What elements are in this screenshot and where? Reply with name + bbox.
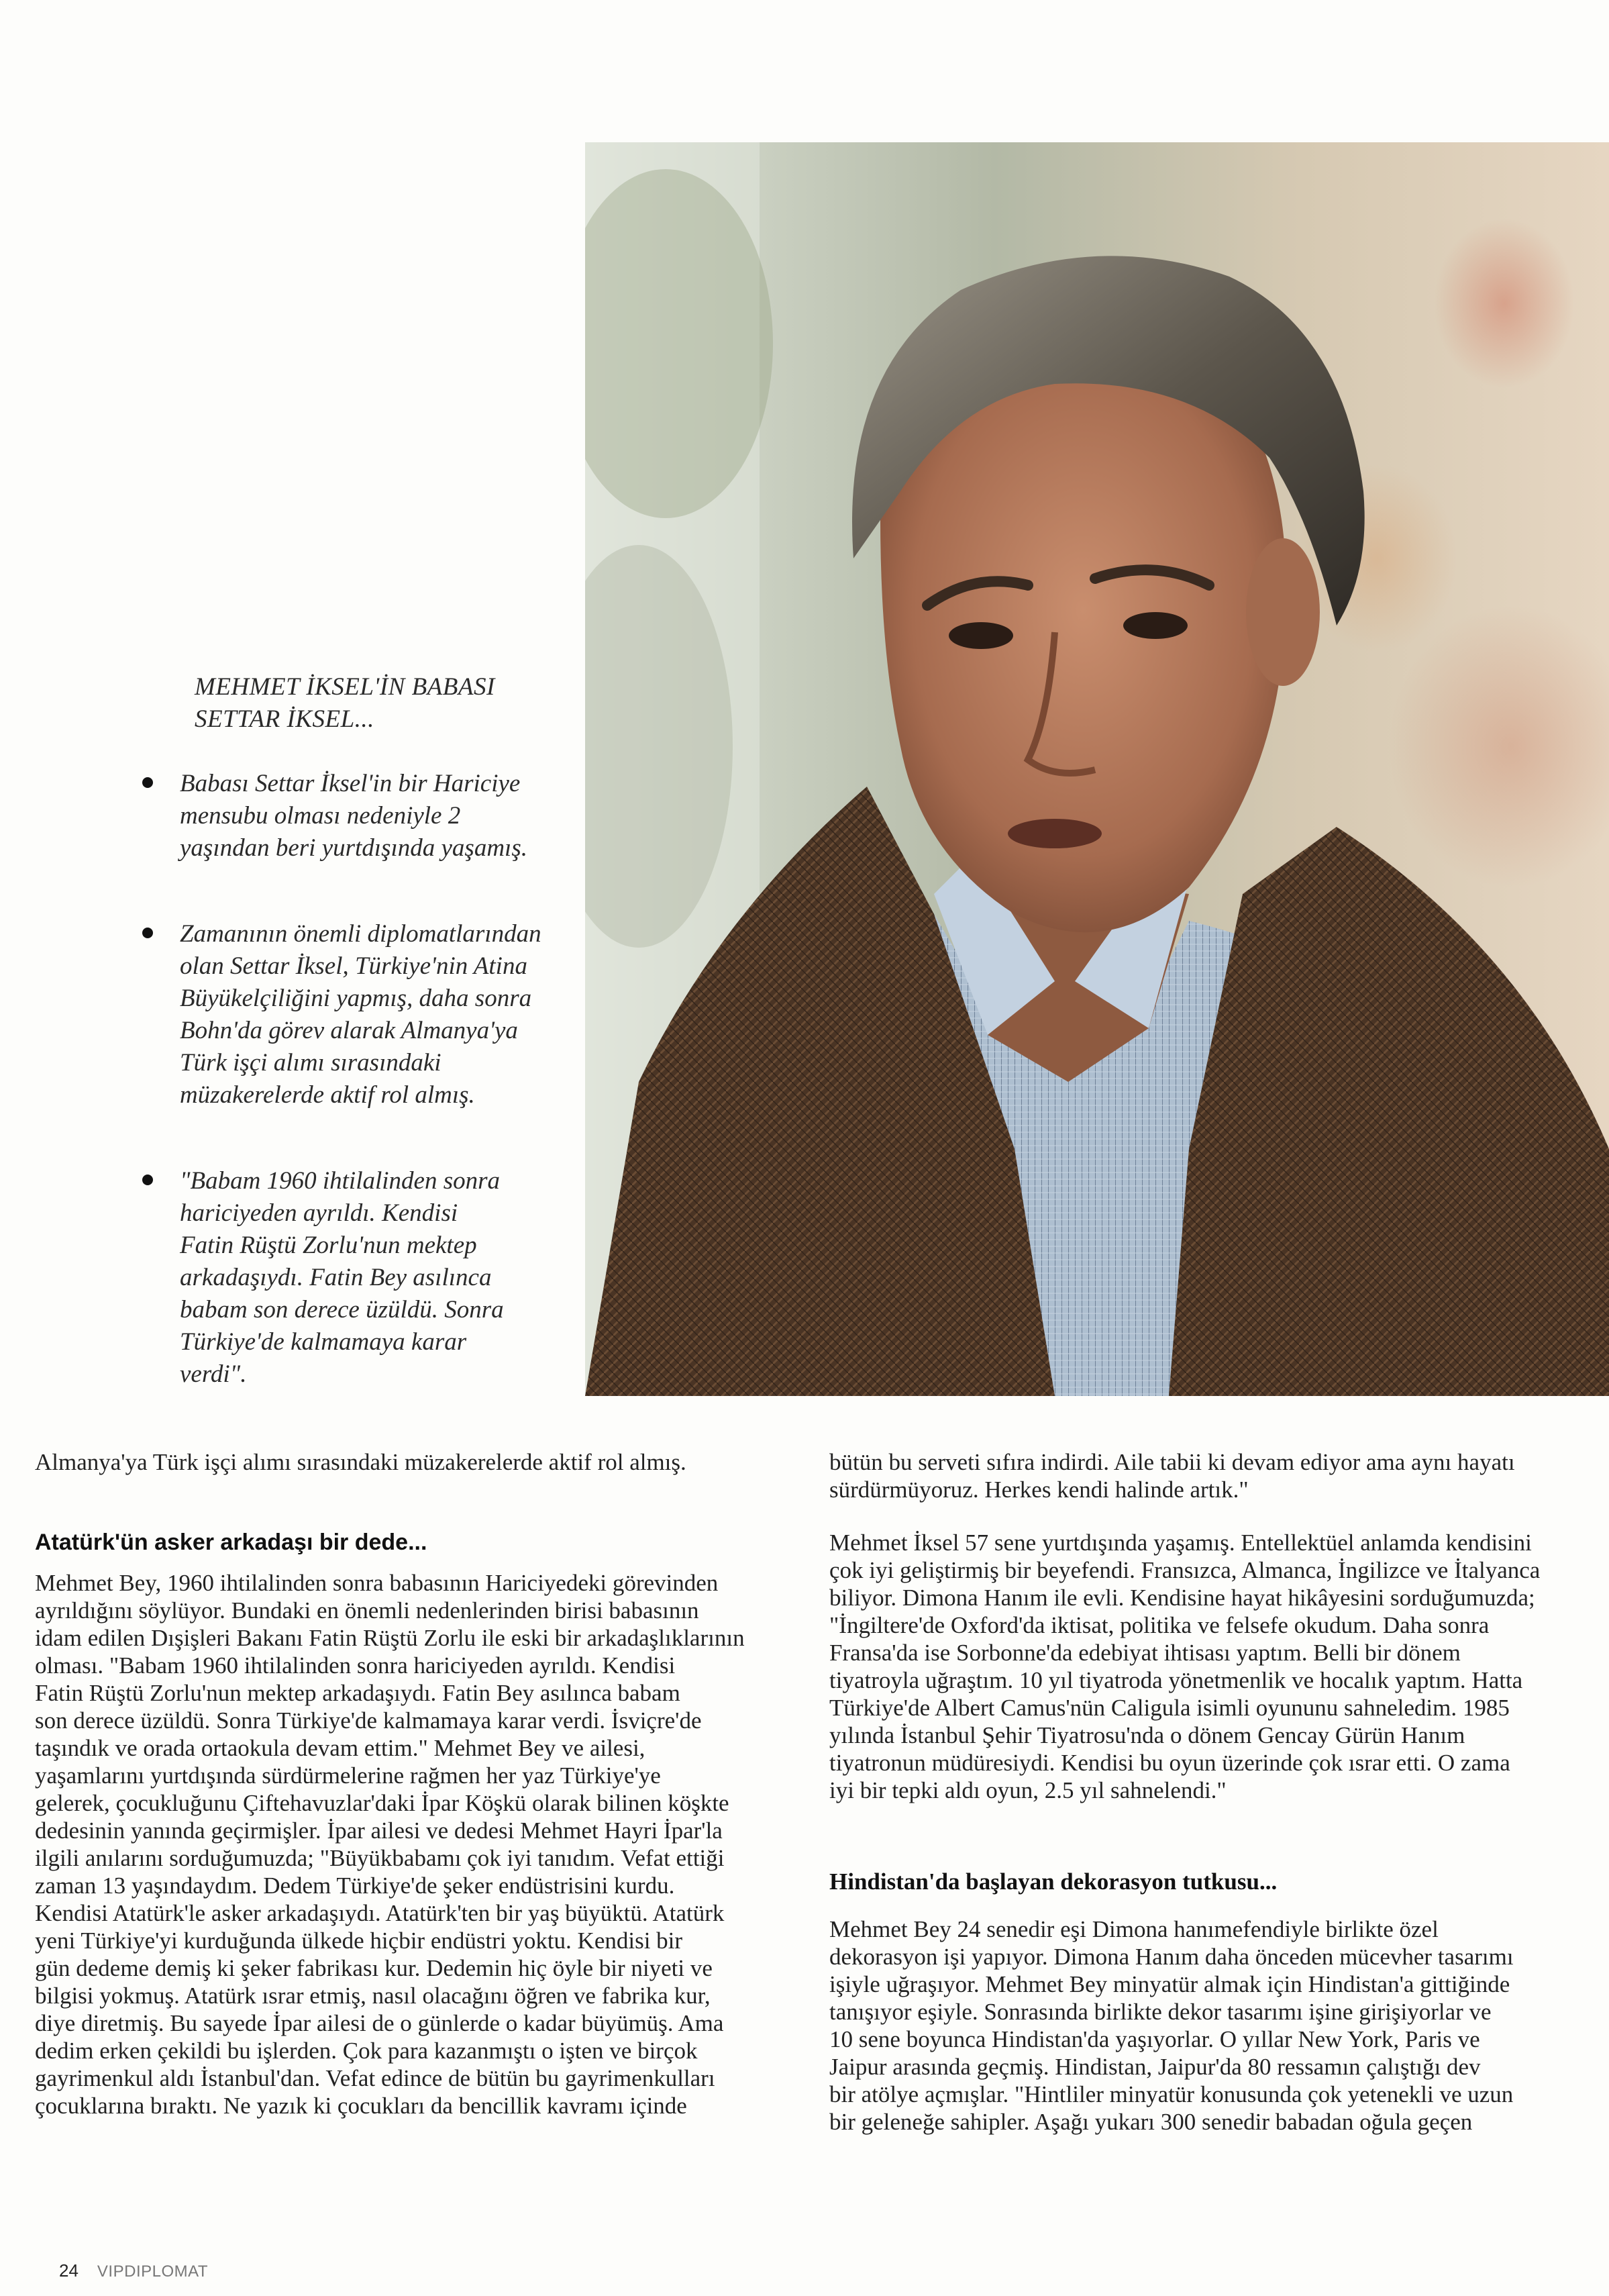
bullet-dot-icon <box>142 928 153 938</box>
sidebar-bullet-1 <box>142 768 572 864</box>
portrait-illustration <box>585 142 1609 1396</box>
bullet-dot-icon <box>142 777 153 788</box>
sidebar-bullet-2 <box>142 918 572 1111</box>
section-heading: Atatürk'ün asker arkadaşı bir dede... <box>35 1530 427 1555</box>
sidebar-bullet-text: Zamanının önemli diplomatlarından olan Settar İksel, Türkiye'nin Atina Büyükelçiliğini yapmış, daha sonra Bohn'da görev alarak Almanya'ya Türk işçi alımı sırasındaki müzakerelerde aktif rol almış. <box>180 920 541 1109</box>
page-number: 24 <box>59 2260 79 2281</box>
body-paragraph: bütün bu serveti sıfıra indirdi. Aile tabii ki devam ediyor ama aynı hayatı sürdürmüyoruz. Herkes kendi halinde artık." <box>829 1449 1515 1503</box>
body-paragraph: Mehmet Bey, 1960 ihtilalinden sonra babasının Hariciyedeki görevinden ayrıldığını söylüyor. Bundaki en önemli nedenlerinden birisi babasının idam edilen Dışişleri Bakanı Fatin Rüştü Zorlu ile eski bir arkadaşlıklarının olması. "Babam 1960 ihtilalinden sonra hariciyeden ayrıldı. Kendisi Fatin Rüştü Zorlu'nun mektep arkadaşıydı. Fatin Bey asılınca babam son derece üzüldü. Sonra Türkiye'de kalmamaya karar verdi. İsviçre'de taşındık ve orada ortaokula devam ettim." Mehmet Bey ve ailesi, yaşamlarını yurtdışında sürdürmelerine rağmen her yaz Türkiye'ye gelerek, çocukluğunu Çiftehavuzlar'daki İpar Köşkü olarak bilinen köşkte dedesinin yanında geçirmişler. İpar ailesi ve dedesi Mehmet Hayri İpar'la ilgili anılarını sorduğumuzda; "Büyükbabamı çok iyi tanıdım. Vefat ettiği zaman 13 yaşındaydım. Dedem Türkiye'de şeker endüstrisini kurdu. Kendisi Atatürk'le asker arkadaşıydı. Atatürk'ten bir yaş büyüktü. Atatürk yeni Türkiye'yi kurduğunda ülkede hiçbir endüstri yoktu. Kendisi bir gün dedeme demiş ki şeker fabrikası kur. Dedemin hiç öyle bir niyeti ve bilgisi yokmuş. Atatürk ısrar etmiş, nasıl olacağını öğren ve fabrika kur, diye diretmiş. Bu sayede İpar ailesi de o günlerde o kadar büyümüş. Ama dedim erken çekildi bu işlerden. Çok para kazanmıştı o işten ve birçok gayrimenkul aldı İstanbul'dan. Vefat edince de bütün bu gayrimenkulları çocuklarına bıraktı. Ne yazık ki çocukları da bencillik kavramı içinde <box>35 1570 745 2119</box>
page-footer <box>59 2260 208 2281</box>
left-column <box>35 1529 766 2119</box>
sidebar-title: MEHMET İKSEL'İN BABASI SETTAR İKSEL... <box>195 673 495 733</box>
sidebar-bullet-text: "Babam 1960 ihtilalinden sonra hariciyeden ayrıldı. Kendisi Fatin Rüştü Zorlu'nun mektep arkadaşıydı. Fatin Bey asılınca babam son derece üzüldü. Sonra Türkiye'de kalmamaya karar verdi". <box>180 1167 504 1388</box>
publication-name: VIPDIPLOMAT <box>97 2262 209 2281</box>
sidebar-bullet-text: Babası Settar İksel'in bir Hariciye mensubu olması nedeniyle 2 yaşından beri yurtdışında yaşamış. <box>180 770 527 862</box>
sidebar-bullet-3 <box>142 1165 572 1391</box>
right-column <box>829 1448 1574 2136</box>
sidebar-pullout <box>142 671 572 1391</box>
body-paragraph: Mehmet İksel 57 sene yurtdışında yaşamış. Entellektüel anlamda kendisini çok iyi geliştirmiş bir beyefendi. Fransızca, Almanca, İngilizce ve İtalyanca biliyor. Dimona Hanım ile evli. Kendisine hayat hikâyesini sorduğumuzda; "İngiltere'de Oxford'da iktisat, politika ve felsefe okudum. Daha sonra Fransa'da ise Sorbonne'da edebiyat ihtisası yaptım. Belli bir dönem tiyatroyla uğraştım. 10 yıl tiyatroda yönetmenlik ve hocalık yaptım. Hatta Türkiye'de Albert Camus'nün Caligula isimli oyununu sahneledim. 1985 yılında İstanbul Şehir Tiyatrosu'nda o dönem Gencay Gürün Hanım tiyatronun müdüresiydi. Kendisi bu oyun üzerinde çok ısrar etti. O zama iyi bir tepki aldı oyun, 2.5 yıl sahnelendi." <box>829 1530 1541 1803</box>
lead-sentence: Almanya'ya Türk işçi alımı sırasındaki müzakerelerde aktif rol almış. <box>35 1449 686 1475</box>
bullet-dot-icon <box>142 1175 153 1185</box>
portrait-photo <box>585 142 1609 1396</box>
body-paragraph: Mehmet Bey 24 senedir eşi Dimona hanımefendiyle birlikte özel dekorasyon işi yapıyor. Dimona Hanım daha önceden mücevher tasarımı işiyle uğraşıyor. Mehmet Bey minyatür almak için Hindistan'a gittiğinde tanışıyor eşiyle. Sonrasında birlikte dekor tasarımı işine girişiyorlar ve 10 sene boyunca Hindistan'da yaşıyorlar. O yıllar New York, Paris ve Jaipur arasında geçmiş. Hindistan, Jaipur'da 80 ressamın çalıştığı dev bir atölye açmışlar. "Hintliler minyatür konusunda çok yetenekli ve uzun bir geleneğe sahipler. Aşağı yukarı 300 senedir babadan oğula geçen <box>829 1916 1514 2135</box>
section-heading: Hindistan'da başlayan dekorasyon tutkusu... <box>829 1868 1278 1895</box>
